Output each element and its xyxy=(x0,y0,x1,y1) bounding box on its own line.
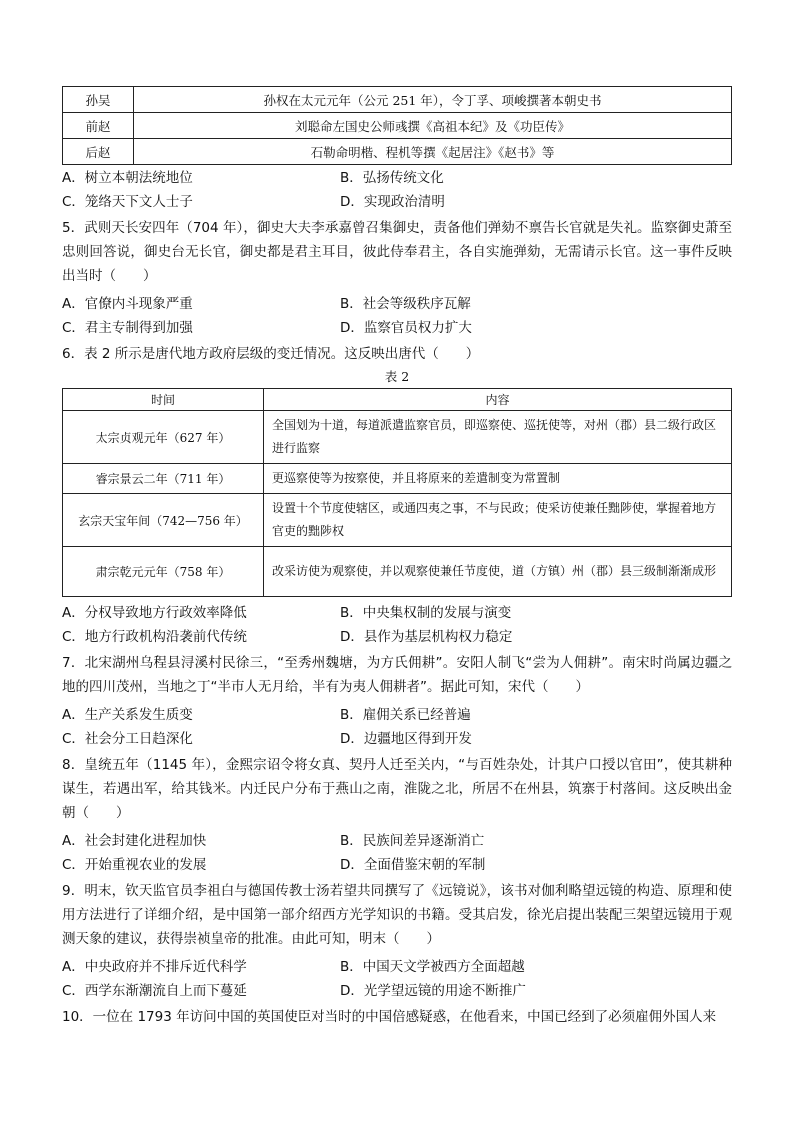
table-cell-content: 全国划为十道，每道派遣监察官员，即巡察使、巡抚使等，对州（郡）县二级行政区进行监察 xyxy=(264,411,732,464)
question-6: 6．表 2 所示是唐代地方政府层级的变迁情况。这反映出唐代（ ） xyxy=(62,346,480,362)
table-cell-dynasty: 前赵 xyxy=(63,113,134,139)
option-d: D．边疆地区得到开发 xyxy=(340,731,472,747)
table-cell-time: 肃宗乾元元年（758 年） xyxy=(63,547,264,597)
option-a: A．社会封建化进程加快 xyxy=(62,833,207,849)
table-cell-time: 睿宗景云二年（711 年） xyxy=(63,464,264,494)
option-a: A．树立本朝法统地位 xyxy=(62,170,193,186)
option-c: C．西学东渐潮流自上而下蔓延 xyxy=(62,983,247,999)
table-cell-time: 太宗贞观元年（627 年） xyxy=(63,411,264,464)
table-cell-content: 更巡察使等为按察使，并且将原来的差遣制变为常置制 xyxy=(264,464,732,494)
question-7: 7．北宋湖州乌程县浔溪村民徐三，“至秀州魏塘，为方氏佣耕”。安阳人制飞“尝为人佣耕”。南宋时尚属边疆之地的四川茂州，当地之丁“半巿人无月给，半有为夷人佣耕者”。据此可知，宋代（ ） xyxy=(62,655,732,695)
question-9: 9．明末，钦天监官员李祖白与德国传教士汤若望共同撰写了《远镜说》，该书对伽利略望远镜的构造、原理和使用方法进行了详细介绍，是中国第一部介绍西方光学知识的书籍。受其启发，徐光启提出装配三架望远镜用于观测天象的建议，获得崇祯皇帝的批准。由此可知，明末（ ） xyxy=(62,883,732,947)
option-c: C．笼络天下文人士子 xyxy=(62,194,193,210)
table-cell-time: 玄宗天宝年间（742—756 年） xyxy=(63,494,264,547)
q4-options xyxy=(62,166,732,214)
table-cell-content: 刘聪命左国史公师彧撰《高祖本纪》及《功臣传》 xyxy=(134,113,732,139)
option-a: A．官僚内斗现象严重 xyxy=(62,296,193,312)
table-row xyxy=(63,464,732,494)
tang-table xyxy=(62,388,732,597)
table-caption: 表 2 xyxy=(384,369,410,384)
option-c: C．地方行政机构沿袭前代传统 xyxy=(62,629,247,645)
q9-options xyxy=(62,955,732,1003)
option-b: B．中国天文学被西方全面超越 xyxy=(340,959,525,975)
table-cell-dynasty: 后赵 xyxy=(63,139,134,165)
exam-page xyxy=(62,86,732,1029)
table-row xyxy=(63,113,732,139)
q7-options xyxy=(62,703,732,751)
table-row xyxy=(63,494,732,547)
option-a: A．生产关系发生质变 xyxy=(62,707,193,723)
option-b: B．民族间差异逐渐消亡 xyxy=(340,833,485,849)
table-cell-content: 设置十个节度使辖区，或通四夷之事，不与民政；使采访使兼任黜陟使，掌握着地方官吏的黜陟权 xyxy=(264,494,732,547)
table-row xyxy=(63,87,732,113)
q6-options xyxy=(62,601,732,649)
option-d: D．县作为基层机构权力稳定 xyxy=(340,629,513,645)
option-c: C．君主专制得到加强 xyxy=(62,320,193,336)
q8-options xyxy=(62,829,732,877)
header-content: 内容 xyxy=(264,389,732,411)
q5-options xyxy=(62,292,732,340)
table-row xyxy=(63,139,732,165)
table-cell-content: 孙权在太元元年（公元 251 年），令丁孚、项峻撰著本朝史书 xyxy=(134,87,732,113)
option-b: B．弘扬传统文化 xyxy=(340,170,444,186)
question-5: 5．武则天长安四年（704 年），御史大夫李承嘉曾召集御史，责备他们弹劾不禀告长官就是失礼。监察御史萧至忠则回答说，御史台无长官，御史都是君主耳目，彼此侍奉君主，各自实施弹劾，无需请示长官。这一事件反映出当时（ ） xyxy=(62,220,732,284)
option-c: C．开始重视农业的发展 xyxy=(62,857,207,873)
option-c: C．社会分工日趋深化 xyxy=(62,731,193,747)
option-a: A．分权导致地方行政效率降低 xyxy=(62,605,247,621)
table-cell-content: 石勒命明楷、程机等撰《起居注》《赵书》等 xyxy=(134,139,732,165)
question-8: 8．皇统五年（1145 年），金熙宗诏令将女真、契丹人迁至关内，“与百姓杂处，计其户口授以官田”，使其耕种谋生，若遇出军，给其钱米。内迁民户分布于燕山之南，淮陇之北，所居不在州县，筑寨于村落间。这反映出金朝（ ） xyxy=(62,757,732,821)
option-d: D．实现政治清明 xyxy=(340,194,445,210)
header-time: 时间 xyxy=(63,389,264,411)
table-row xyxy=(63,547,732,597)
option-d: D．全面借鉴宋朝的军制 xyxy=(340,857,486,873)
option-b: B．社会等级秩序瓦解 xyxy=(340,296,471,312)
option-a: A．中央政府并不排斥近代科学 xyxy=(62,959,247,975)
table-header-row xyxy=(63,389,732,411)
option-b: B．雇佣关系已经普遍 xyxy=(340,707,471,723)
table-cell-content: 改采访使为观察使，并以观察使兼任节度使，道（方镇）州（郡）县三级制渐渐成形 xyxy=(264,547,732,597)
option-d: D．监察官员权力扩大 xyxy=(340,320,472,336)
option-b: B．中央集权制的发展与演变 xyxy=(340,605,512,621)
history-table xyxy=(62,86,732,165)
option-d: D．光学望远镜的用途不断推广 xyxy=(340,983,526,999)
question-10: 10．一位在 1793 年访问中国的英国使臣对当时的中国倍感疑惑，在他看来，中国已经到了必须雇佣外国人来 xyxy=(62,1009,717,1025)
table-row xyxy=(63,411,732,464)
table-cell-dynasty: 孙吴 xyxy=(63,87,134,113)
